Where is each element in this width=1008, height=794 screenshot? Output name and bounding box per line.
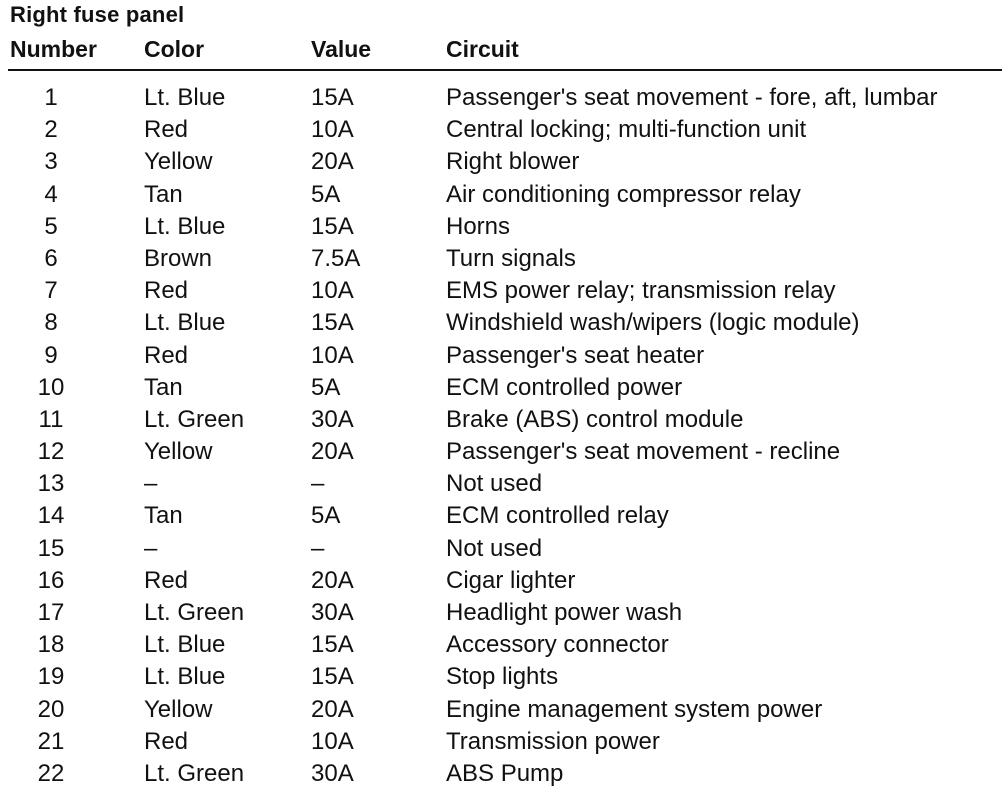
fuse-number: 7 — [44, 277, 58, 305]
table-row — [0, 758, 1008, 790]
table-header — [0, 36, 1008, 68]
fuse-number: 10 — [37, 373, 65, 401]
fuse-color: Lt. Blue — [144, 309, 226, 337]
fuse-value: 15A — [311, 212, 354, 240]
table-row — [0, 404, 1008, 436]
table-body — [0, 82, 1008, 790]
fuse-value: 10A — [311, 341, 354, 369]
fuse-circuit: Passenger's seat movement - fore, aft, lumbar — [446, 84, 938, 111]
fuse-number: 20 — [37, 695, 65, 723]
column-header-color: Color — [144, 36, 205, 62]
fuse-value: 15A — [311, 663, 354, 691]
fuse-number: 15 — [37, 534, 65, 562]
fuse-value: 20A — [311, 438, 354, 466]
fuse-value: 15A — [311, 309, 354, 337]
fuse-color: Tan — [144, 180, 183, 208]
fuse-circuit: Transmission power — [446, 727, 660, 755]
table-row — [0, 82, 1008, 114]
fuse-value: 15A — [311, 631, 354, 659]
column-header-number: Number — [10, 36, 97, 62]
fuse-color: Lt. Green — [144, 599, 245, 626]
fuse-color: Tan — [144, 373, 183, 401]
table-row — [0, 436, 1008, 468]
fuse-value: 30A — [311, 759, 354, 787]
fuse-number: 4 — [44, 180, 58, 208]
table-row — [0, 565, 1008, 597]
fuse-number: 13 — [37, 470, 65, 498]
fuse-number: 3 — [44, 148, 58, 176]
fuse-color: Yellow — [144, 438, 213, 466]
fuse-circuit: Engine management system power — [446, 695, 823, 723]
fuse-color: Lt. Blue — [144, 212, 226, 240]
fuse-circuit: Accessory connector — [446, 631, 669, 659]
fuse-circuit: Horns — [446, 212, 511, 240]
page-title: Right fuse panel — [10, 2, 185, 27]
fuse-number: 6 — [44, 244, 58, 272]
fuse-value: – — [311, 534, 325, 562]
fuse-number: 9 — [44, 341, 58, 369]
fuse-color: Brown — [144, 244, 213, 272]
table-row — [0, 372, 1008, 404]
fuse-color: Yellow — [144, 148, 213, 176]
fuse-circuit: Central locking; multi-function unit — [446, 116, 807, 144]
fuse-circuit: Not used — [446, 470, 543, 498]
fuse-number: 2 — [44, 116, 58, 144]
fuse-color: Red — [144, 566, 189, 594]
table-row — [0, 114, 1008, 146]
table-row — [0, 597, 1008, 629]
fuse-color: Red — [144, 727, 189, 755]
table-row — [0, 307, 1008, 339]
table-row — [0, 340, 1008, 372]
fuse-value: 30A — [311, 599, 354, 626]
fuse-circuit: Passenger's seat movement - recline — [446, 438, 841, 466]
fuse-circuit: ECM controlled power — [446, 373, 683, 401]
fuse-number: 11 — [38, 405, 64, 433]
fuse-value: 10A — [311, 116, 354, 144]
fuse-number: 17 — [37, 599, 65, 626]
fuse-circuit: Turn signals — [446, 244, 576, 272]
fuse-value: 10A — [311, 727, 354, 755]
fuse-number: 8 — [44, 309, 58, 337]
fuse-value: 30A — [311, 405, 354, 433]
fuse-circuit: Headlight power wash — [446, 599, 683, 626]
fuse-color: – — [144, 470, 158, 498]
fuse-color: – — [144, 534, 158, 562]
fuse-value: 10A — [311, 277, 354, 305]
fuse-value: 7.5A — [311, 244, 361, 272]
fuse-number: 19 — [37, 663, 65, 691]
fuse-circuit: ECM controlled relay — [446, 502, 669, 530]
fuse-circuit: Air conditioning compressor relay — [446, 180, 801, 208]
header-divider — [8, 69, 1002, 71]
fuse-circuit: Passenger's seat heater — [446, 341, 705, 369]
table-row — [0, 179, 1008, 211]
fuse-number: 22 — [37, 759, 65, 787]
column-header-circuit: Circuit — [446, 36, 519, 62]
table-row — [0, 533, 1008, 565]
fuse-circuit: Cigar lighter — [446, 566, 576, 594]
fuse-value: 20A — [311, 695, 354, 723]
fuse-circuit: ABS Pump — [446, 759, 564, 787]
fuse-color: Lt. Blue — [144, 663, 226, 691]
fuse-circuit: EMS power relay; transmission relay — [446, 277, 836, 305]
fuse-color: Red — [144, 277, 189, 305]
fuse-number: 16 — [37, 566, 65, 594]
fuse-color: Lt. Blue — [144, 84, 226, 111]
fuse-number: 21 — [37, 727, 65, 755]
fuse-number: 18 — [37, 631, 65, 659]
fuse-number: 14 — [37, 502, 65, 530]
table-row — [0, 243, 1008, 275]
fuse-color: Lt. Green — [144, 405, 245, 433]
fuse-color: Red — [144, 116, 189, 144]
fuse-value: 5A — [311, 373, 341, 401]
fuse-value: 5A — [311, 502, 341, 530]
table-row — [0, 726, 1008, 758]
fuse-color: Tan — [144, 502, 183, 530]
table-row — [0, 146, 1008, 178]
fuse-circuit: Brake (ABS) control module — [446, 405, 744, 433]
fuse-number: 12 — [37, 438, 65, 466]
fuse-circuit: Not used — [446, 534, 543, 562]
fuse-circuit: Stop lights — [446, 663, 559, 691]
fuse-circuit: Windshield wash/wipers (logic module) — [446, 309, 860, 337]
table-row — [0, 211, 1008, 243]
column-header-value: Value — [311, 36, 372, 62]
fuse-value: 15A — [311, 84, 354, 111]
fuse-color: Lt. Blue — [144, 631, 226, 659]
fuse-number: 5 — [44, 212, 58, 240]
fuse-value: 5A — [311, 180, 341, 208]
fuse-number: 1 — [44, 84, 58, 111]
table-row — [0, 629, 1008, 661]
fuse-value: – — [311, 470, 325, 498]
table-row — [0, 468, 1008, 500]
table-row — [0, 694, 1008, 726]
fuse-color: Yellow — [144, 695, 213, 723]
table-row — [0, 275, 1008, 307]
fuse-value: 20A — [311, 148, 354, 176]
fuse-color: Red — [144, 341, 189, 369]
fuse-circuit: Right blower — [446, 148, 580, 176]
table-row — [0, 661, 1008, 693]
fuse-value: 20A — [311, 566, 354, 594]
table-row — [0, 500, 1008, 532]
fuse-color: Lt. Green — [144, 759, 245, 787]
